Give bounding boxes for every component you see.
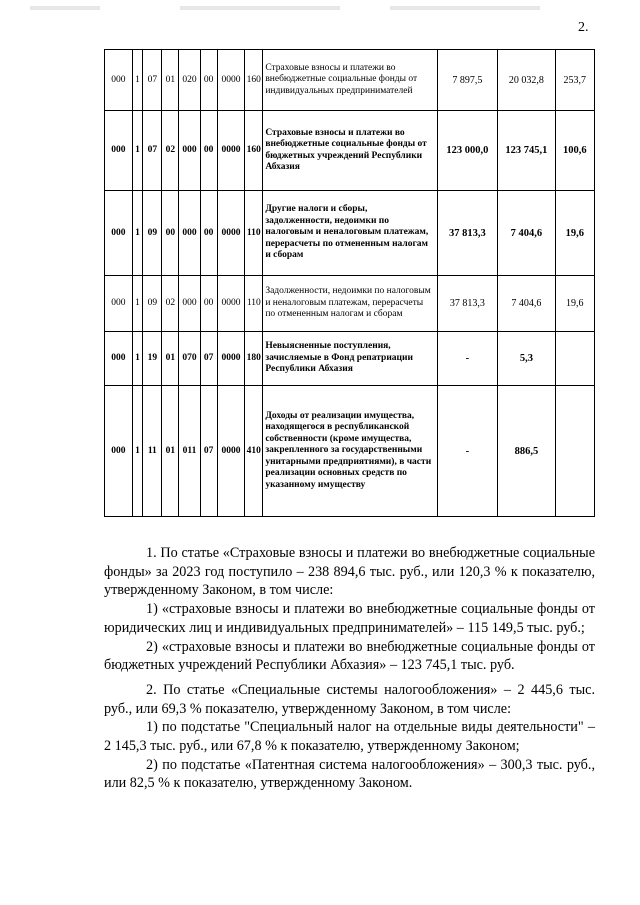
scan-artifact: [390, 6, 540, 10]
budget-table: [104, 49, 595, 517]
code-cell: 07: [143, 50, 162, 111]
paragraph: 2) по подстатье «Патентная система налогообложения» – 300,3 тыс. руб., или 82,5 % к показателю, утвержденному Законом.: [104, 756, 595, 792]
table-row: [105, 276, 595, 332]
code-cell: 180: [245, 332, 263, 386]
percent-cell: 100,6: [555, 111, 594, 191]
code-cell: 00: [162, 191, 179, 276]
code-cell: 0000: [217, 332, 245, 386]
code-cell: 000: [105, 191, 133, 276]
actual-cell: 5,3: [498, 332, 555, 386]
code-cell: 000: [105, 276, 133, 332]
code-cell: 410: [245, 386, 263, 517]
percent-cell: 19,6: [555, 191, 594, 276]
code-cell: 02: [162, 276, 179, 332]
plan-cell: 123 000,0: [437, 111, 498, 191]
code-cell: 09: [143, 276, 162, 332]
code-cell: 1: [132, 191, 143, 276]
code-cell: 011: [179, 386, 200, 517]
actual-cell: 20 032,8: [498, 50, 555, 111]
code-cell: 0000: [217, 386, 245, 517]
actual-cell: 7 404,6: [498, 276, 555, 332]
code-cell: 00: [200, 276, 217, 332]
actual-cell: 123 745,1: [498, 111, 555, 191]
code-cell: 000: [105, 332, 133, 386]
name-cell: Страховые взносы и платежи во внебюджетные социальные фонды от индивидуальных предпринимателей: [263, 50, 437, 111]
plan-cell: 37 813,3: [437, 191, 498, 276]
code-cell: 01: [162, 386, 179, 517]
table-row: [105, 332, 595, 386]
code-cell: 0000: [217, 276, 245, 332]
name-cell: Страховые взносы и платежи во внебюджетные социальные фонды от бюджетных учреждений Республики Абхазия: [263, 111, 437, 191]
table-row: [105, 111, 595, 191]
code-cell: 07: [143, 111, 162, 191]
code-cell: 07: [200, 332, 217, 386]
code-cell: 000: [105, 386, 133, 517]
percent-cell: 253,7: [555, 50, 594, 111]
code-cell: 00: [200, 50, 217, 111]
code-cell: 000: [105, 50, 133, 111]
paragraph: 2) «страховые взносы и платежи во внебюджетные социальные фонды от бюджетных учреждений Республики Абхазия» – 123 745,1 тыс. руб.: [104, 638, 595, 674]
code-cell: 01: [162, 50, 179, 111]
name-cell: Задолженности, недоимки по налоговым и неналоговым платежам, перерасчеты по отмененным налогам и сборам: [263, 276, 437, 332]
code-cell: 160: [245, 50, 263, 111]
code-cell: 020: [179, 50, 200, 111]
code-cell: 07: [200, 386, 217, 517]
code-cell: 110: [245, 276, 263, 332]
plan-cell: 7 897,5: [437, 50, 498, 111]
name-cell: Невыясненные поступления, зачисляемые в Фонд репатриации Республики Абхазия: [263, 332, 437, 386]
code-cell: 160: [245, 111, 263, 191]
code-cell: 1: [132, 111, 143, 191]
code-cell: 01: [162, 332, 179, 386]
code-cell: 070: [179, 332, 200, 386]
scan-artifact: [30, 6, 100, 10]
code-cell: 0000: [217, 111, 245, 191]
code-cell: 00: [200, 191, 217, 276]
actual-cell: 886,5: [498, 386, 555, 517]
code-cell: 02: [162, 111, 179, 191]
code-cell: 000: [105, 111, 133, 191]
code-cell: 1: [132, 276, 143, 332]
table-row: [105, 386, 595, 517]
code-cell: 1: [132, 50, 143, 111]
paragraph: 2. По статье «Специальные системы налогообложения» – 2 445,6 тыс. руб., или 69,3 % показателю, утвержденному Законом, в том числе:: [104, 681, 595, 717]
percent-cell: [555, 332, 594, 386]
name-cell: Другие налоги и сборы, задолженности, недоимки по налоговым и неналоговым платежам, перерасчеты по отмененным налогам и сборам: [263, 191, 437, 276]
plan-cell: -: [437, 386, 498, 517]
code-cell: 09: [143, 191, 162, 276]
plan-cell: -: [437, 332, 498, 386]
code-cell: 000: [179, 111, 200, 191]
table-row: [105, 50, 595, 111]
percent-cell: 19,6: [555, 276, 594, 332]
code-cell: 00: [200, 111, 217, 191]
table-body: [105, 50, 595, 517]
percent-cell: [555, 386, 594, 517]
code-cell: 19: [143, 332, 162, 386]
code-cell: 0000: [217, 50, 245, 111]
code-cell: 1: [132, 332, 143, 386]
code-cell: 1: [132, 386, 143, 517]
body-text: [104, 544, 595, 793]
scan-artifact: [180, 6, 340, 10]
plan-cell: 37 813,3: [437, 276, 498, 332]
code-cell: 11: [143, 386, 162, 517]
paragraph: 1. По статье «Страховые взносы и платежи во внебюджетные социальные фонды» за 2023 год поступило – 238 894,6 тыс. руб., или 120,3 % к показателю, утвержденному Законом, в том числе:: [104, 545, 595, 599]
name-cell: Доходы от реализации имущества, находящегося в республиканской собственности (кроме имущества, закрепленного за государственными унитарными предприятиями), в части реализации основных средств по указанному имуществу: [263, 386, 437, 517]
code-cell: 0000: [217, 191, 245, 276]
table-row: [105, 191, 595, 276]
paragraph: 1) по подстатье "Специальный налог на отдельные виды деятельности" – 2 145,3 тыс. руб., или 67,8 % к показателю, утвержденному Законом;: [104, 719, 595, 755]
actual-cell: 7 404,6: [498, 191, 555, 276]
code-cell: 000: [179, 191, 200, 276]
code-cell: 110: [245, 191, 263, 276]
paragraph: 1) «страховые взносы и платежи во внебюджетные социальные фонды от юридических лиц и индивидуальных предпринимателей» – 115 149,5 тыс. руб.;: [104, 601, 595, 636]
code-cell: 000: [179, 276, 200, 332]
page-number: 2.: [578, 20, 589, 35]
